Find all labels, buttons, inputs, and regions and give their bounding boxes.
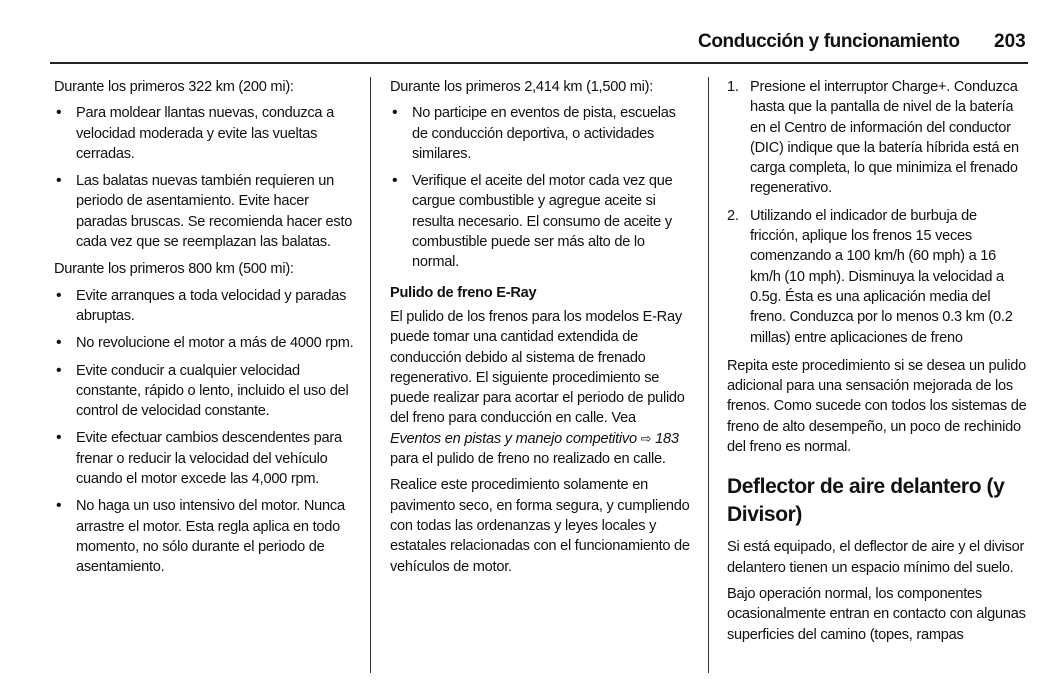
deflector-operation-paragraph: Bajo operación normal, los componentes ocasionalmente entran en contacto con algunas superficies del camino (topes, rampas [727, 585, 1026, 643]
list-item: • Para moldear llantas nuevas, conduzca a velocidad moderada y evite las vueltas cerradas. [54, 103, 354, 164]
column-1 [54, 77, 354, 585]
intro-1500mi: Durante los primeros 2,414 km (1,500 mi): [390, 79, 654, 95]
step-number: 1. [727, 79, 739, 95]
list-item: • No participe en eventos de pista, escuelas de conducción deportiva, o actividades similares. [390, 103, 690, 164]
paragraph-text: para el pulido de freno no realizado en calle. [390, 451, 666, 468]
deflector-paragraph: Si está equipado, el deflector de aire y el divisor delantero tienen un espacio mínimo del suelo. [727, 539, 1025, 576]
column-3 [727, 77, 1027, 651]
column-divider [708, 77, 709, 673]
bullet-list-500mi [54, 286, 354, 578]
procedure-conditions-paragraph: Realice este procedimiento solamente en pavimento seco, en forma segura, y cumpliendo con todas las ordenanzas y leyes locales y estatales relacionadas con el funcionamiento de vehículos de motor. [390, 477, 690, 575]
arrow-right-icon: ⇨ [640, 430, 652, 446]
list-item: • Las balatas nuevas también requieren un periodo de asentamiento. Evite hacer paradas bruscas. Se recomienda hacer esto cada vez que se reemplazan las balatas. [54, 171, 354, 252]
section-heading-air-deflector: Deflector de aire delantero (y Divisor) [727, 475, 1005, 527]
list-item: • Evite conducir a cualquier velocidad constante, rápido o lento, incluido el uso del control de velocidad constante. [54, 361, 354, 422]
cross-reference-link[interactable]: Eventos en pistas y manejo competitivo [390, 430, 637, 447]
cross-reference-page[interactable]: 183 [655, 430, 679, 447]
bullet-list-200mi [54, 103, 354, 252]
intro-200mi: Durante los primeros 322 km (200 mi): [54, 79, 294, 95]
repeat-paragraph: Repita este procedimiento si se desea un pulido adicional para una sensación mejorada de los frenos. Como sucede con todos los sistemas de freno de alto desempeño, un poco de rechinido del freno es normal. [727, 357, 1027, 456]
column-divider [370, 77, 371, 673]
list-item: • Verifique el aceite del motor cada vez que cargue combustible y agregue aceite si resulta necesario. El consumo de aceite y combustible puede ser más alto de lo normal. [390, 171, 690, 272]
step-number: 2. [727, 207, 739, 224]
paragraph-text: El pulido de los frenos para los modelos E-Ray puede tomar una cantidad extendida de conducción debido al sistema de frenado regenerativo. El siguiente procedimiento se puede realizar para acortar el periodo de pulido del freno para conducción en calle. Vea [390, 308, 685, 427]
list-item: • No revolucione el motor a más de 4000 rpm. [54, 333, 354, 353]
section-title: Conducción y funcionamiento [698, 31, 960, 52]
column-2 [390, 77, 690, 583]
brake-burnish-paragraph [390, 307, 690, 469]
page-number: 203 [994, 31, 1026, 52]
list-item: • No haga un uso intensivo del motor. Nunca arrastre el motor. Esta regla aplica en todo momento, no sólo durante el periodo de asentamiento. [54, 496, 354, 577]
step-text: Utilizando el indicador de burbuja de fricción, aplique los frenos 15 veces comenzando a 100 km/h (60 mph) a 16 km/h (10 mph). Disminuya la velocidad a 0.5g. Ésta es una aplicación media del freno. Conduzca por lo menos 0.3 km (0.2 millas) entre aplicaciones de freno [750, 207, 1013, 346]
header-rule [50, 62, 1028, 64]
procedure-step [727, 206, 1027, 348]
procedure-step [727, 77, 1027, 199]
procedure-steps [727, 77, 1027, 348]
intro-500mi: Durante los primeros 800 km (500 mi): [54, 261, 294, 278]
subheading-brake-burnish: Pulido de freno E-Ray [390, 284, 537, 301]
bullet-list-1500mi [390, 103, 690, 272]
list-item: • Evite arranques a toda velocidad y paradas abruptas. [54, 286, 354, 327]
page-header [0, 30, 1054, 60]
list-item: • Evite efectuar cambios descendentes para frenar o reducir la velocidad del vehículo cuando el motor excede las 4,000 rpm. [54, 428, 354, 489]
step-text: Presione el interruptor Charge+. Conduzca hasta que la pantalla de nivel de la batería en el Centro de información del conductor (DIC) indique que la batería híbrida está en carga completa, lo que minimiza el frenado regenerativo. [750, 79, 1019, 197]
